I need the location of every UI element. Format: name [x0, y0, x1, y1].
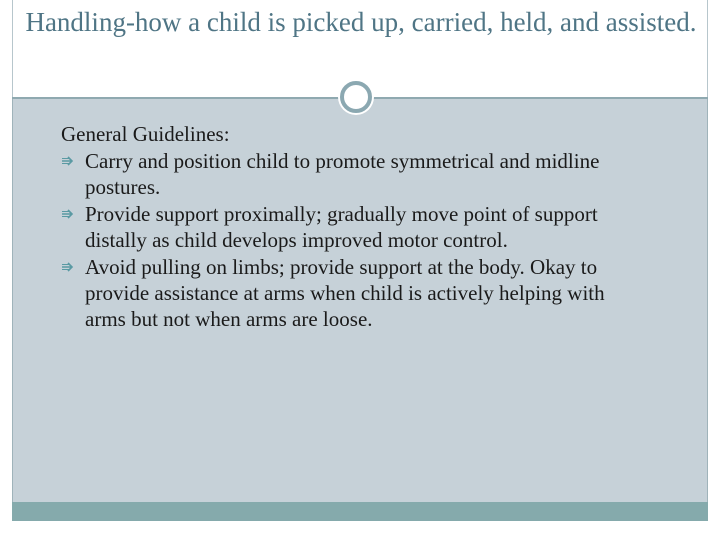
- bullet-item: [61, 201, 621, 253]
- section-heading: General Guidelines:: [61, 122, 230, 146]
- footer-bar: [12, 502, 708, 521]
- arrow-bullet-icon: [61, 155, 77, 167]
- slide-body: [61, 121, 621, 333]
- arrow-bullet-icon: [61, 208, 77, 220]
- bullet-item: [61, 148, 621, 200]
- circle-ornament-icon: [340, 81, 372, 113]
- bullet-item: [61, 254, 621, 332]
- slide-title: Handling-how a child is picked up, carried, held, and assisted.: [25, 7, 697, 37]
- bullet-text: Avoid pulling on limbs; provide support at the body. Okay to provide assistance at arms when child is actively helping with arms but not when arms are loose.: [85, 255, 605, 331]
- bullet-text: Provide support proximally; gradually move point of support distally as child develops improved motor control.: [85, 202, 598, 252]
- arrow-bullet-icon: [61, 261, 77, 273]
- bullet-text: Carry and position child to promote symmetrical and midline postures.: [85, 149, 600, 199]
